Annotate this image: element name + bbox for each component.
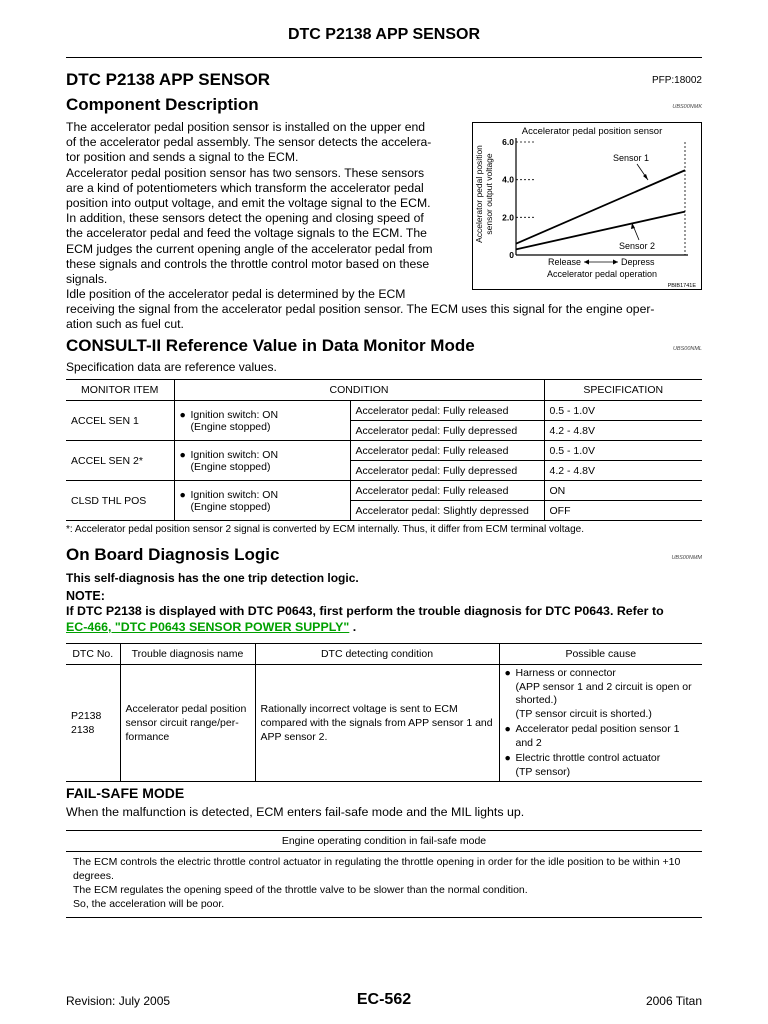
consult-intro: Specification data are reference values. <box>66 360 277 374</box>
consult-table <box>66 379 702 521</box>
header-dtc-no: DTC No. <box>66 644 120 665</box>
failsafe-line: The ECM regulates the opening speed of the throttle valve to be slower than the normal condition. <box>73 884 528 896</box>
chart-x-depress-label: Depress <box>621 257 655 267</box>
text-line: ation such as fuel cut. <box>66 317 184 332</box>
specification: ON <box>544 481 702 501</box>
condition-text: (Engine stopped) <box>190 500 271 513</box>
text-line: are a kind of potentiometers which transform the accelerator pedal <box>66 180 424 195</box>
header-rule <box>66 57 702 58</box>
chart-title: Accelerator pedal position sensor <box>521 126 663 137</box>
text-line: these signals and controls the throttle control motor based on these <box>66 256 430 271</box>
page-header-title: DTC P2138 APP SENSOR <box>287 26 481 43</box>
chart-ref-id: PBIB1741E <box>667 283 696 289</box>
text-line: signals. <box>66 272 108 287</box>
sub-condition: Accelerator pedal: Fully released <box>350 401 544 421</box>
note-end: . <box>349 620 357 634</box>
dtc-number: 2138 <box>71 724 95 736</box>
sub-condition: Accelerator pedal: Fully released <box>350 441 544 461</box>
note-text: If DTC P2138 is displayed with DTC P0643, first perform the trouble diagnosis for DTC P0643. Refer to <box>66 604 664 618</box>
chart-ylabel-line2: sensor output voltage <box>484 153 494 235</box>
condition-text: Ignition switch: ON <box>190 408 279 421</box>
footer-model: 2006 Titan <box>645 994 702 1008</box>
chart-xlabel: Accelerator pedal operation <box>546 269 658 279</box>
text-line: position into output voltage, and emit the voltage signal to the ECM. <box>66 196 431 211</box>
header-monitor-item: MONITOR ITEM <box>66 380 174 401</box>
sensor-voltage-chart <box>472 122 702 290</box>
footer-page-number: EC-562 <box>356 991 412 1008</box>
text-line: tor position and sends a signal to the ECM. <box>66 150 299 165</box>
text-line: receiving the signal from the accelerator pedal position sensor. The ECM uses this signal for the engine oper- <box>66 302 655 316</box>
note-link-line <box>66 620 356 634</box>
text-line: Accelerator pedal position sensor has two sensors. These sensors <box>66 165 425 180</box>
table-row <box>66 401 702 421</box>
failsafe-line: So, the acceleration will be poor. <box>73 898 225 910</box>
table-header-row <box>66 380 702 401</box>
text-line: the accelerator pedal and feed the voltage signals to the ECM. The <box>66 226 427 241</box>
component-description-text-wide <box>66 302 706 332</box>
condition-text: (Engine stopped) <box>190 460 271 473</box>
cause-detail: (TP sensor circuit is shorted.) <box>515 707 652 720</box>
sub-condition: Accelerator pedal: Fully depressed <box>350 461 544 481</box>
text-line: In addition, these sensors detect the opening and closing speed of <box>66 211 424 226</box>
specification: OFF <box>544 501 702 521</box>
cause-detail: (TP sensor) <box>515 765 571 778</box>
condition-text: Ignition switch: ON <box>190 488 279 501</box>
sub-condition: Accelerator pedal: Slightly depressed <box>350 501 544 521</box>
table-row <box>66 665 702 782</box>
condition-cell: ● Ignition switch: ON (Engine stopped) <box>174 441 350 481</box>
text-line: of the accelerator pedal assembly. The sensor detects the accelera- <box>66 135 432 150</box>
section-title: DTC P2138 APP SENSOR <box>66 70 271 89</box>
chart-x-release-label: Release <box>547 257 581 267</box>
chart-ylabel-line1: Accelerator pedal position <box>474 145 484 243</box>
cause-item: Electric throttle control actuator <box>515 752 661 764</box>
specification: 4.2 - 4.8V <box>544 421 702 441</box>
header-diagnosis-name: Trouble diagnosis name <box>120 644 255 665</box>
chart-ytick: 6.0 <box>502 137 514 147</box>
monitor-item: ACCEL SEN 1 <box>66 401 174 441</box>
text-line: Idle position of the accelerator pedal is determined by the ECM <box>66 287 406 302</box>
component-description-text <box>66 120 466 302</box>
sub-condition: Accelerator pedal: Fully released <box>350 481 544 501</box>
cause-item: Accelerator pedal position sensor 1 and 2 <box>515 723 680 749</box>
footer-revision: Revision: July 2005 <box>66 994 171 1008</box>
consult-heading: CONSULT-II Reference Value in Data Monitor Mode <box>66 336 475 355</box>
specification: 0.5 - 1.0V <box>544 441 702 461</box>
condition-cell: ● Ignition switch: ON (Engine stopped) <box>174 481 350 521</box>
table-row <box>66 481 702 501</box>
condition-text: Ignition switch: ON <box>190 448 279 461</box>
failsafe-line: The ECM controls the electric throttle control actuator in regulating the throttle opening in order for the idle position to be within +10 degrees. <box>73 856 681 882</box>
note-label: NOTE: <box>66 589 105 603</box>
chart-legend-sensor-1: Sensor 1 <box>613 153 650 163</box>
header-condition: CONDITION <box>174 380 544 401</box>
failsafe-heading: FAIL-SAFE MODE <box>66 785 185 801</box>
failsafe-table <box>66 830 702 918</box>
failsafe-table-header: Engine operating condition in fail-safe mode <box>66 831 702 852</box>
consult-footnote: *: Accelerator pedal position sensor 2 signal is converted by ECM internally. Thus, it differ from ECM terminal voltage. <box>66 524 585 535</box>
obd-code: UBS00NMM <box>671 555 702 561</box>
pfp-code: PFP:18002 <box>651 75 702 86</box>
condition-cell: ● Ignition switch: ON (Engine stopped) <box>174 401 350 441</box>
component-code: UBS00NMK <box>672 104 702 110</box>
dtc-number: P2138 <box>71 710 102 722</box>
sub-condition: Accelerator pedal: Fully depressed <box>350 421 544 441</box>
table-header-row <box>66 644 702 665</box>
obd-one-trip-text: This self-diagnosis has the one trip detection logic. <box>66 571 359 585</box>
failsafe-intro: When the malfunction is detected, ECM enters fail-safe mode and the MIL lights up. <box>66 805 525 819</box>
chart-legend-sensor-2: Sensor 2 <box>619 241 656 251</box>
text-line: ECM judges the current opening angle of the accelerator pedal from <box>66 241 433 256</box>
detecting-condition: Rationally incorrect voltage is sent to ECM compared with the signals from APP sensor 1 and APP sensor 2. <box>255 665 499 782</box>
possible-cause-cell: ● Harness or connector (APP sensor 1 and 2 circuit is open or shorted.) (TP sensor circuit is shorted.) ● Accelerator pedal position sensor 1 and 2 ● Electric throttle control actuator (TP sensor) <box>499 665 702 782</box>
text-line: The accelerator pedal position sensor is installed on the upper end <box>66 120 426 134</box>
header-possible-cause: Possible cause <box>499 644 702 665</box>
specification: 0.5 - 1.0V <box>544 401 702 421</box>
monitor-item: CLSD THL POS <box>66 481 174 521</box>
dtc-table <box>66 643 702 782</box>
chart-ytick: 4.0 <box>502 174 514 185</box>
dtc-number-cell <box>66 665 120 782</box>
failsafe-table-body <box>66 852 702 917</box>
component-description-heading: Component Description <box>66 95 259 114</box>
condition-text: (Engine stopped) <box>190 420 271 433</box>
ec-466-link[interactable]: EC-466, "DTC P0643 SENSOR POWER SUPPLY" <box>66 620 350 634</box>
header-detecting-condition: DTC detecting condition <box>255 644 499 665</box>
header-specification: SPECIFICATION <box>544 380 702 401</box>
cause-detail: (APP sensor 1 and 2 circuit is open or shorted.) <box>515 680 692 706</box>
diagnosis-name: Accelerator pedal position sensor circuit range/per-formance <box>120 665 255 782</box>
table-row <box>66 441 702 461</box>
chart-ytick: 2.0 <box>502 212 514 223</box>
cause-item: Harness or connector <box>515 667 616 679</box>
specification: 4.2 - 4.8V <box>544 461 702 481</box>
chart-frame <box>473 123 702 290</box>
chart-ytick: 0 <box>509 250 514 260</box>
obd-heading: On Board Diagnosis Logic <box>66 545 280 564</box>
monitor-item: ACCEL SEN 2* <box>66 441 174 481</box>
consult-code: UBS00NML <box>672 346 702 352</box>
